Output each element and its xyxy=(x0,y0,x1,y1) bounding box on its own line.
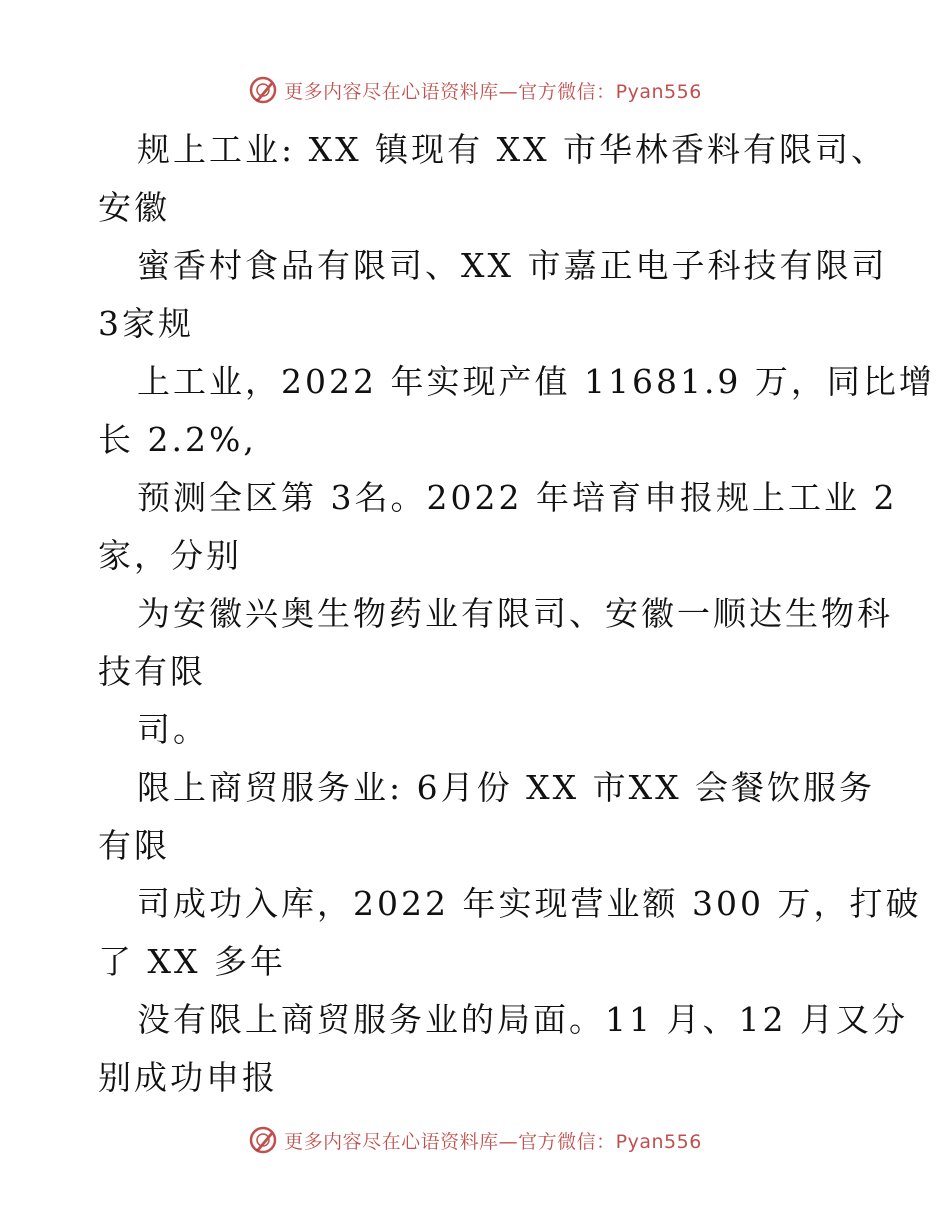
footer-banner-text: 更多内容尽在心语资料库—官方微信：Pyan556 xyxy=(284,1130,702,1153)
text-line: 规上工业: XX 镇现有 XX 市华林香料有限司、 xyxy=(137,130,888,169)
text-line: 安徽 xyxy=(98,188,170,227)
pen-circle-logo-icon xyxy=(248,75,278,105)
text-line: 别成功申报 xyxy=(98,1058,278,1097)
footer-banner xyxy=(0,1120,950,1160)
text-line: 司成功入库，2022 年实现营业额 300 万，打破 xyxy=(137,884,922,923)
text-line: 了 XX 多年 xyxy=(98,942,286,981)
header-banner-text: 更多内容尽在心语资料库—官方微信：Pyan556 xyxy=(284,80,702,103)
text-line: 有限 xyxy=(98,826,170,865)
pen-circle-logo-icon xyxy=(248,1125,278,1155)
text-line: 家，分别 xyxy=(98,536,242,575)
text-line: 为安徽兴奥生物药业有限司、安徽一顺达生物科 xyxy=(137,594,893,633)
text-line: 上工业，2022 年实现产值 11681.9 万，同比增 xyxy=(137,362,935,401)
text-line: 没有限上商贸服务业的局面。11 月、12 月又分 xyxy=(137,1000,908,1039)
text-line: 蜜香村食品有限司、XX 市嘉正电子科技有限司 xyxy=(137,246,888,285)
text-line: 长 2.2%, xyxy=(98,420,257,459)
text-line: 限上商贸服务业: 6月份 XX 市XX 会餐饮服务 xyxy=(137,768,876,807)
text-line: 技有限 xyxy=(98,652,206,691)
text-line: 预测全区第 3名。2022 年培育申报规上工业 2 xyxy=(137,478,898,517)
text-line: 司。 xyxy=(137,710,209,749)
header-banner xyxy=(0,70,950,110)
text-line: 3家规 xyxy=(98,304,194,343)
